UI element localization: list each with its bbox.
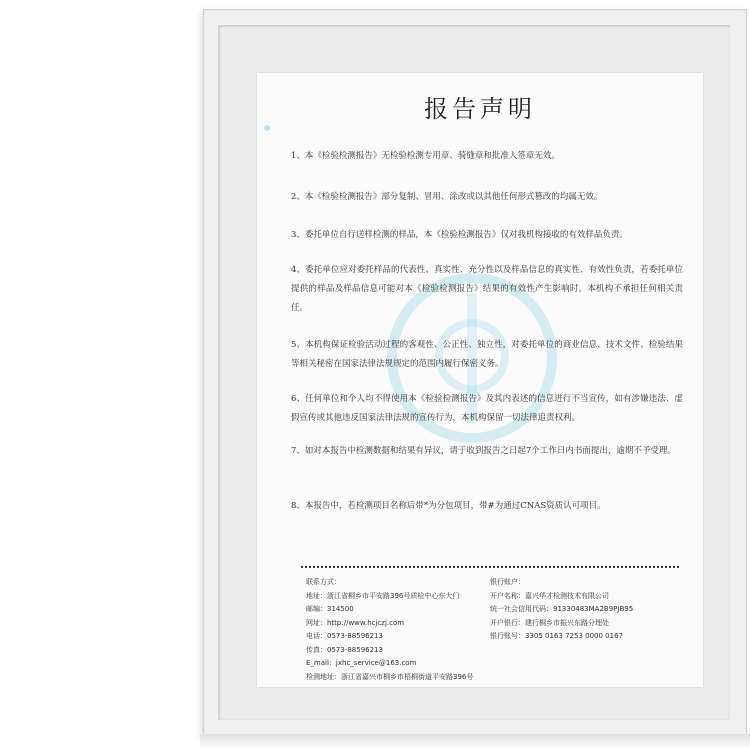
watermark-dot [264, 125, 270, 131]
bank-account-number: 银行账号：3305 0163 7253 0000 0167 [490, 632, 623, 640]
contact-heading: 联系方式： [306, 578, 341, 586]
contact-phone: 电话：0573-88596213 [306, 632, 383, 640]
footer-divider [301, 566, 679, 568]
clause-5: 5、本机构保证检验活动过程的客观性、公正性、独立性，对委托单位的商业信息、技术文件、检验结果等相关秘密在国家法律法规规定的范围内履行保密义务。 [291, 340, 683, 369]
page-title: 报告声明 [424, 95, 536, 123]
clause-8: 8、本报告中，若检测项目名称后带*为分包项目，带#为通过CNAS资质认可项目。 [291, 501, 606, 511]
contact-website: 网址：http://www.hcjczj.com [306, 618, 405, 627]
clause-6: 6、任何单位和个人均不得使用本《检验检测报告》及其内表述的信息进行不当宣传，如有涉嫌违法、虚假宣传或其他违反国家法律法规的宣传行为，本机构保留一切法律追责权利。 [291, 394, 683, 423]
contact-block [306, 576, 473, 684]
clause-7: 7、如对本报告中检测数据和结果有异议，请于收到报告之日起7个工作日内书面提出，逾期不予受理。 [291, 446, 676, 456]
contact-email: E_mail：jxhc_service@163.com [306, 659, 417, 667]
frame-shadow [200, 734, 750, 749]
clause-3: 3、委托单位自行送样检测的样品，本《检验检测报告》仅对我机构接收的有效样品负责。 [291, 230, 628, 240]
clause-2: 2、本《检验检测报告》部分复制、冒用、涂改或以其他任何形式篡改的均属无效。 [291, 192, 603, 202]
document-page [257, 73, 703, 687]
bank-credit-code: 统一社会信用代码：91330483MA2B9PJB95 [490, 605, 634, 613]
contact-test-address: 检测地址：浙江省嘉兴市桐乡市梧桐街道平安路396号 [306, 672, 474, 681]
contact-fax: 传真：0573-88596213 [306, 645, 383, 654]
clause-4: 4、委托单位应对委托样品的代表性、真实性、充分性以及样品信息的真实性、有效性负责，若委托单位提供的样品及样品信息可能对本《检验检测报告》结果的有效性产生影响时，本机构不承担任何相关责任。 [291, 265, 683, 313]
bank-name: 开户银行：建行桐乡市振兴东路分理处 [490, 618, 609, 627]
bank-heading: 银行账户： [490, 578, 525, 586]
contact-postcode: 邮编：314500 [306, 605, 354, 613]
clause-1: 1、本《检验检测报告》无检验检测专用章、骑缝章和批准人签章无效。 [291, 151, 560, 161]
bank-block [490, 576, 633, 644]
bank-account-name: 开户名称：嘉兴华才检测技术有限公司 [490, 591, 609, 600]
contact-address: 地址：浙江省桐乡市平安路396号质检中心东大门 [306, 591, 460, 600]
